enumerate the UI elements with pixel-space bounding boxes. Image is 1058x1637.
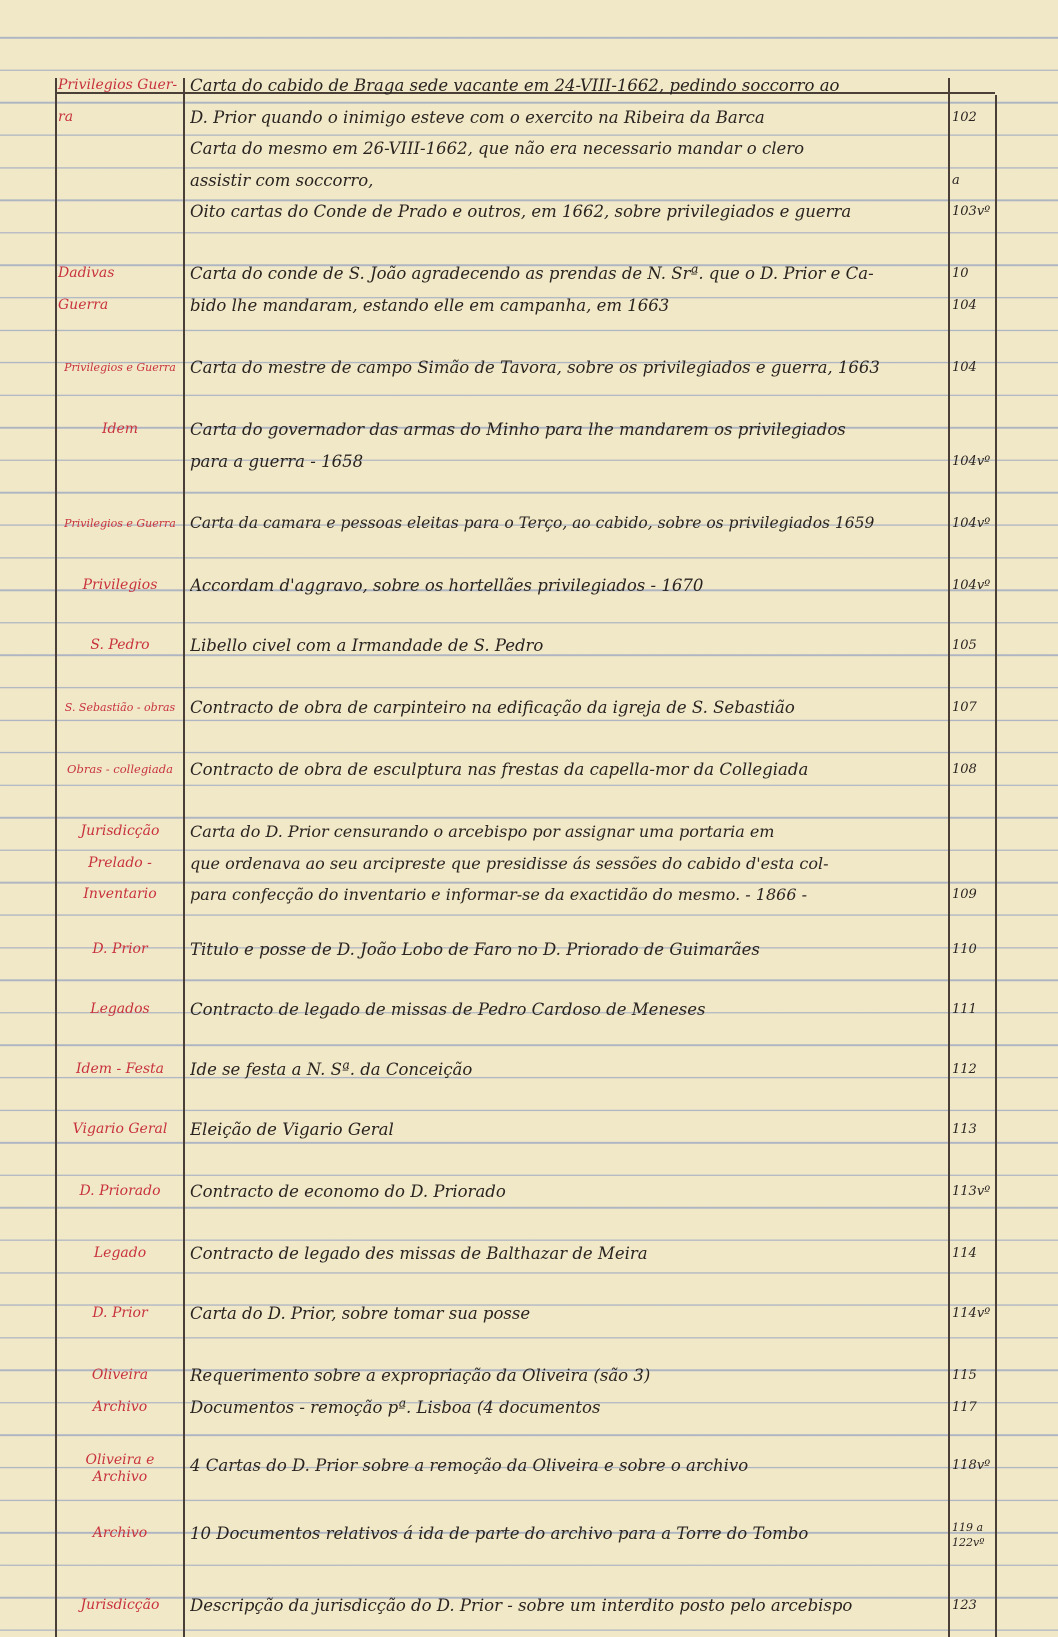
- entry-subject: Legados: [90, 1001, 150, 1017]
- entry-description: Carta do D. Prior, sobre tomar sua posse: [190, 1304, 531, 1323]
- entry-description: Ide se festa a N. Sª. da Conceição: [190, 1060, 473, 1079]
- left-margin-rule: [55, 78, 57, 1637]
- entry-description: 4 Cartas do D. Prior sobre a remoção da Oliveira e sobre o archivo: [190, 1456, 749, 1475]
- entry-page-ref: 114vº: [952, 1306, 991, 1321]
- entry-subject: Vigario Geral: [72, 1121, 168, 1137]
- entry-page-ref: 114: [952, 1246, 977, 1261]
- entry-subject: S. Pedro: [90, 637, 150, 653]
- entry-subject: Oliveira Archivo: [91, 1367, 149, 1415]
- entry-description: Carta do governador das armas do Minho para lhe mandarem os privilegiados para a guerra - 1658: [190, 420, 846, 471]
- right-edge-rule: [995, 95, 997, 1637]
- entry-subject: Privilegios: [82, 577, 158, 593]
- entry-description: Accordam d'aggravo, sobre os hortellães privilegiados - 1670: [190, 576, 704, 595]
- entry-subject: Jurisdicção: [80, 1597, 160, 1613]
- entry-page-ref: 110: [952, 942, 977, 957]
- entry-subject: D. Prior: [92, 1305, 148, 1321]
- entry-subject: Jurisdicção Prelado - Inventario: [80, 823, 160, 902]
- entry-page-ref: 113: [952, 1122, 977, 1137]
- entry-description: Requerimento sobre a expropriação da Oliveira (são 3) Documentos - remoção pª. Lisboa (4 documentos: [190, 1366, 651, 1417]
- entry-description: Eleição de Vigario Geral: [190, 1120, 394, 1139]
- entry-description: Carta do cabido de Braga sede vacante em 24-VIII-1662, pedindo soccorro ao D. Prior quando o inimigo esteve com o exercito na Ribeira da Barca Carta do mesmo em 26-VIII-1662, que não era necessario mandar o clero assistir com soccorro, Oito cartas do Conde de Prado e outros, em 1662, sobre privilegiados e guerra: [190, 76, 852, 221]
- entry-description: Descripção da jurisdicção do D. Prior - sobre um interdito posto pelo arcebispo: [190, 1596, 853, 1615]
- entry-subject: Privilegios e Guerra: [64, 517, 176, 530]
- entry-page-ref: 118vº: [952, 1458, 991, 1473]
- entry-description: Carta do D. Prior censurando o arcebispo por assignar uma portaria em que ordenava ao seu arcipreste que presidisse ás sessões do cabido d'esta col- para confecção do inventario e informar-se da exactidão do mesmo. - 1866 -: [190, 822, 829, 904]
- entry-page-ref: 111: [952, 1002, 977, 1017]
- entry-page-ref: 113vº: [952, 1184, 991, 1199]
- entry-subject: S. Sebastião - obras: [64, 701, 176, 714]
- page-column-rule: [948, 78, 950, 1637]
- entry-subject: D. Prior: [92, 941, 148, 957]
- entry-page-ref: 123: [952, 1598, 977, 1613]
- entry-description: Contracto de legado de missas de Pedro Cardoso de Meneses: [190, 1000, 706, 1019]
- entry-description: Contracto de legado des missas de Balthazar de Meira: [190, 1244, 648, 1263]
- entry-page-ref: 109: [952, 887, 977, 902]
- entry-subject: Archivo: [92, 1525, 148, 1541]
- entry-subject: Privilegios Guer- ra: [58, 77, 178, 125]
- entry-subject: Legado: [93, 1245, 147, 1261]
- entry-subject: Obras - collegiada: [67, 762, 173, 776]
- subject-column-rule: [183, 78, 185, 1637]
- entry-description: Titulo e posse de D. João Lobo de Faro no D. Priorado de Guimarães: [190, 940, 760, 959]
- entry-description: Carta do conde de S. João agradecendo as prendas de N. Srª. que o D. Prior e Ca- bido lhe mandaram, estando elle em campanha, em 1663: [190, 264, 874, 315]
- entry-page-ref: 104: [952, 360, 977, 375]
- entry-subject: Idem - Festa: [75, 1061, 165, 1077]
- entry-subject: Idem: [101, 421, 139, 437]
- entry-page-ref: 104vº: [952, 453, 991, 469]
- entry-description: Libello civel com a Irmandade de S. Pedro: [190, 636, 544, 655]
- entry-page-ref: 102 a 103vº: [952, 109, 991, 219]
- entry-subject: Dadivas Guerra: [58, 265, 115, 313]
- entry-page-ref: 104vº: [952, 516, 991, 531]
- entry-page-ref: 105: [952, 638, 977, 653]
- entry-page-ref: 107: [952, 700, 977, 715]
- entry-page-ref: 119 a 122vº: [952, 1521, 985, 1549]
- entry-description: Contracto de obra de esculptura nas frestas da capella-mor da Collegiada: [190, 760, 809, 779]
- entry-page-ref: 112: [952, 1062, 977, 1077]
- entry-subject: Oliveira e Archivo: [85, 1452, 155, 1485]
- entry-page-ref: 104vº: [952, 578, 991, 593]
- entry-page-ref: 108: [952, 762, 977, 777]
- entry-description: Contracto de economo do D. Priorado: [190, 1182, 506, 1201]
- entry-description: 10 Documentos relativos á ida de parte do archivo para a Torre do Tombo: [190, 1524, 809, 1543]
- entry-description: Carta do mestre de campo Simão de Tavora, sobre os privilegiados e guerra, 1663: [190, 358, 880, 377]
- entry-page-ref: 115 117: [952, 1368, 977, 1415]
- entry-subject: Privilegios e Guerra: [64, 361, 176, 374]
- entry-subject: D. Priorado: [79, 1183, 161, 1199]
- entry-description: Contracto de obra de carpinteiro na edificação da igreja de S. Sebastião: [190, 698, 795, 717]
- entry-description: Carta da camara e pessoas eleitas para o Terço, ao cabido, sobre os privilegiados 1659: [190, 514, 875, 532]
- entry-page-ref: 10 104: [952, 266, 977, 313]
